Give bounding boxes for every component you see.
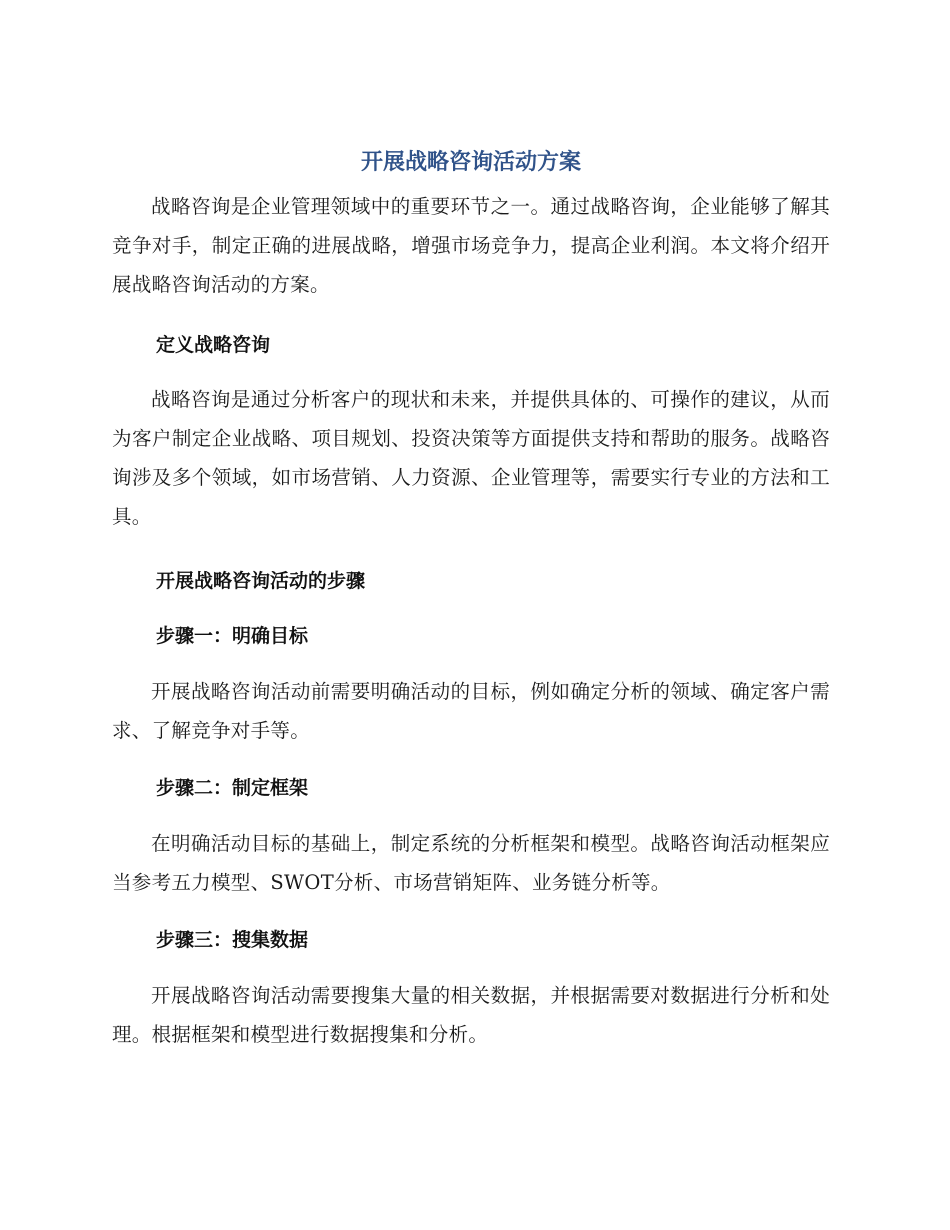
step-three-heading: 步骤三：搜集数据 <box>156 929 309 951</box>
document-title: 开展战略咨询活动方案 <box>360 150 581 175</box>
section-heading-steps: 开展战略咨询活动的步骤 <box>156 570 366 592</box>
step-one-paragraph: 开展战略咨询活动前需要明确活动的目标，例如确定分析的领域、确定客户需求、了解竞争对手等。 <box>112 680 830 742</box>
section-heading-definition: 定义战略咨询 <box>156 334 271 356</box>
step-two-heading: 步骤二：制定框架 <box>156 777 309 799</box>
definition-paragraph: 战略咨询是通过分析客户的现状和未来，并提供具体的、可操作的建议，从而为客户制定企业战略、项目规划、投资决策等方面提供支持和帮助的服务。战略咨询涉及多个领域，如市场营销、人力资源、企业管理等，需要实行专业的方法和工具。 <box>112 388 830 528</box>
step-two-paragraph: 在明确活动目标的基础上，制定系统的分析框架和模型。战略咨询活动框架应当参考五力模型、SWOT分析、市场营销矩阵、业务链分析等。 <box>112 832 830 894</box>
step-three-paragraph: 开展战略咨询活动需要搜集大量的相关数据，并根据需要对数据进行分析和处理。根据框架和模型进行数据搜集和分析。 <box>112 984 830 1046</box>
step-one-heading: 步骤一：明确目标 <box>156 625 309 647</box>
intro-paragraph: 战略咨询是企业管理领域中的重要环节之一。通过战略咨询，企业能够了解其竞争对手，制定正确的进展战略，增强市场竞争力，提高企业利润。本文将介绍开展战略咨询活动的方案。 <box>112 195 830 296</box>
